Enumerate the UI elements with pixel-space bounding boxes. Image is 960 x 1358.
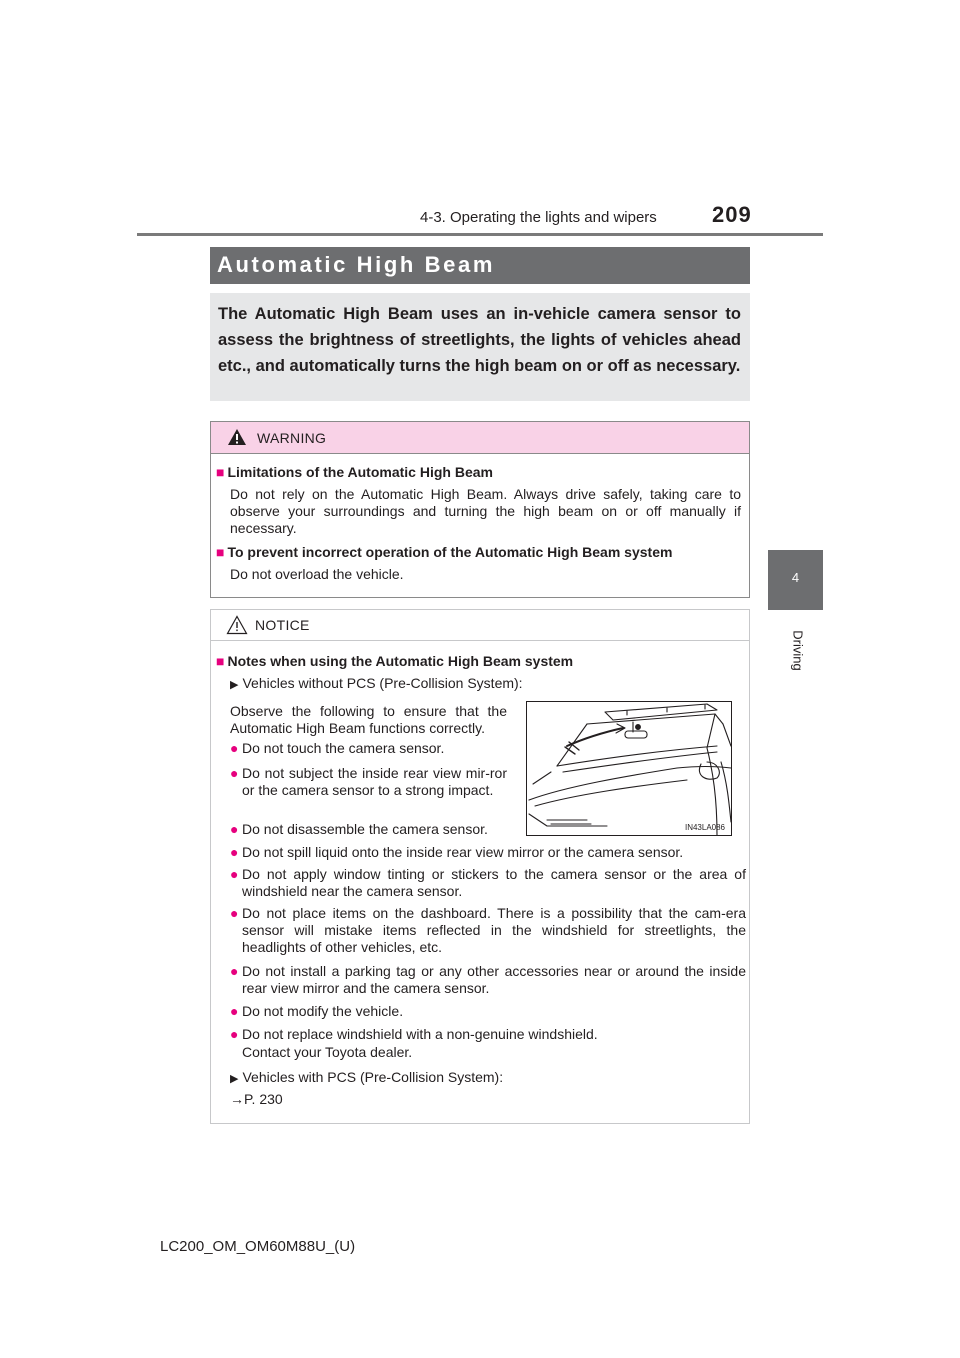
section-title: 4-3. Operating the lights and wipers xyxy=(420,209,657,226)
observe-text: Observe the following to ensure that the Automatic High Beam functions correctly. xyxy=(230,703,507,736)
warning-heading-1 xyxy=(216,464,493,480)
notice-heading xyxy=(216,653,573,669)
page-title: Automatic High Beam xyxy=(217,252,495,277)
warning-heading-2-text: To prevent incorrect operation of the Automatic High Beam system xyxy=(227,544,673,560)
camera-sensor-illustration xyxy=(526,701,732,836)
notice-heading-text: Notes when using the Automatic High Beam system xyxy=(227,653,574,669)
list-item: ● Do not replace windshield with a non-genuine windshield. xyxy=(230,1026,598,1042)
notice-box xyxy=(210,609,750,1124)
caution-outline-icon xyxy=(226,615,248,635)
square-bullet-icon: ■ xyxy=(216,464,225,480)
chapter-tab-label-text: Driving xyxy=(790,630,806,671)
warning-icon xyxy=(227,428,247,446)
figure-id: IN43LA086 xyxy=(684,823,725,832)
chapter-tab-number: 4 xyxy=(768,550,823,610)
list-item: ● Do not subject the inside rear view mir-ror or the camera sensor to a strong impact. xyxy=(230,765,507,798)
bullet-dot-icon: ● xyxy=(230,963,239,979)
warning-body-1: Do not rely on the Automatic High Beam. Always drive safely, taking care to observe your surroundings and turning the high beam on or off manually if necessary. xyxy=(230,486,741,536)
bullet-dot-icon: ● xyxy=(230,844,239,860)
subsection-without-pcs xyxy=(230,675,523,691)
list-item: ● Do not spill liquid onto the inside rear view mirror or the camera sensor. xyxy=(230,844,684,860)
warning-box xyxy=(210,421,750,598)
warning-header xyxy=(211,422,749,454)
list-item: ● Do not modify the vehicle. xyxy=(230,1003,404,1019)
triangle-arrow-icon: ▶ xyxy=(230,1073,239,1085)
windshield-camera-drawing xyxy=(527,702,731,835)
list-item: ● Do not touch the camera sensor. xyxy=(230,740,445,756)
notice-label: NOTICE xyxy=(255,617,310,633)
page-number: 209 xyxy=(712,202,752,227)
bullet-dot-icon: ● xyxy=(230,866,239,882)
warning-label: WARNING xyxy=(257,430,327,446)
square-bullet-icon: ■ xyxy=(216,653,225,669)
contact-dealer-text: Contact your Toyota dealer. xyxy=(242,1044,413,1060)
bullet-dot-icon: ● xyxy=(230,821,239,837)
subsection-with-pcs-text: Vehicles with PCS (Pre-Collision System): xyxy=(242,1069,504,1085)
list-item: ● Do not disassemble the camera sensor. xyxy=(230,821,488,837)
header-divider xyxy=(137,233,823,236)
bullet-dot-icon: ● xyxy=(230,765,239,781)
page-reference: →P. 230 xyxy=(230,1091,283,1107)
bullet-dot-icon: ● xyxy=(230,905,239,921)
square-bullet-icon: ■ xyxy=(216,544,225,560)
bullet-dot-icon: ● xyxy=(230,740,239,756)
bullet-dot-icon: ● xyxy=(230,1026,239,1042)
bullet-dot-icon: ● xyxy=(230,1003,239,1019)
intro-box xyxy=(210,293,750,401)
notice-header xyxy=(211,610,749,641)
subsection-without-pcs-text: Vehicles without PCS (Pre-Collision System): xyxy=(242,675,523,691)
subsection-with-pcs xyxy=(230,1069,503,1085)
list-item: ● Do not place items on the dashboard. There is a possibility that the cam-era sensor will mistake items reflected in the windshield for streetlights, the headlights of other vehicles, etc. xyxy=(230,905,746,955)
document-code: LC200_OM_OM60M88U_(U) xyxy=(160,1238,356,1255)
triangle-arrow-icon: ▶ xyxy=(230,679,239,691)
intro-text: The Automatic High Beam uses an in-vehicle camera sensor to assess the brightness of streetlights, the lights of vehicles ahead etc., and automatically turns the high beam on or off as necessary. xyxy=(218,305,741,375)
chapter-tab-label xyxy=(786,615,806,695)
warning-body-2: Do not overload the vehicle. xyxy=(230,566,404,582)
warning-heading-1-text: Limitations of the Automatic High Beam xyxy=(227,464,493,480)
page-title-bar xyxy=(210,247,750,284)
list-item: ● Do not apply window tinting or stickers to the camera sensor or the area of windshield near the camera sensor. xyxy=(230,866,746,899)
warning-heading-2 xyxy=(216,544,672,560)
list-item: ● Do not install a parking tag or any other accessories near or around the inside rear view mirror and the camera sensor. xyxy=(230,963,746,996)
